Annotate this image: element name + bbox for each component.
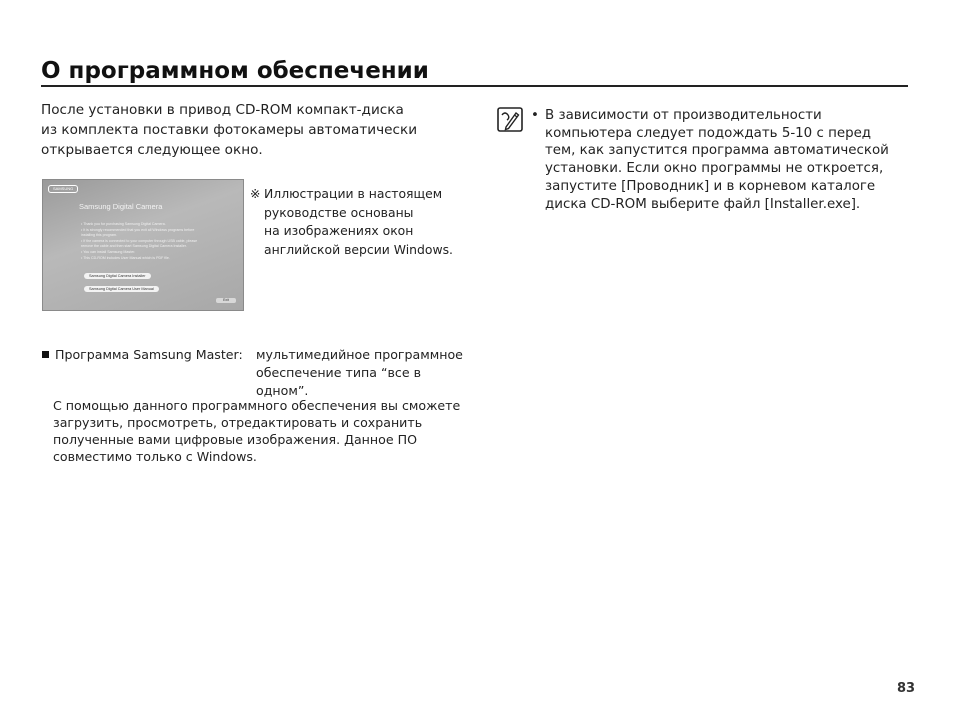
intro-paragraph: [41, 100, 461, 160]
intro-line: После установки в привод CD-ROM компакт-диска: [41, 102, 404, 118]
note-line: на изображениях окон: [264, 223, 414, 238]
memo-line: В зависимости от производительности: [545, 108, 822, 123]
memo-line: диска CD-ROM выберите файл [Installer.exe].: [545, 196, 861, 212]
samsung-master-section: [42, 346, 472, 398]
memo-line: установки. Если окно программы не откроется,: [545, 161, 884, 177]
samsung-master-label: Программа Samsung Master:: [55, 347, 243, 362]
memo-line: тем, как запустится программа автоматической: [545, 143, 889, 159]
desc-line: одном”.: [256, 383, 309, 398]
user-manual-button: Samsung Digital Camera User Manual: [84, 286, 159, 292]
samsung-master-body: [53, 397, 473, 465]
body-line: С помощью данного программного обеспечения вы сможете: [53, 398, 461, 413]
illustration-note: [250, 185, 470, 259]
samsung-master-description: [256, 346, 463, 400]
note-line: Иллюстрации в настоящем: [264, 186, 443, 201]
memo-pen-icon: [497, 107, 523, 132]
memo-note: [531, 107, 921, 213]
screenshot-text-line: • This CD-ROM includes User Manual which is PDF file.: [81, 255, 170, 260]
note-line: английской версии Windows.: [264, 241, 453, 257]
screenshot-text-line: • You can install Samsung Master.: [81, 249, 136, 254]
body-line: полученные вами цифровые изображения. Данное ПО: [53, 432, 417, 447]
intro-line: из комплекта поставки фотокамеры автоматически: [41, 122, 418, 138]
screenshot-text-line: • If the camera is connected to your computer through USB cable, please: [81, 238, 198, 243]
page-title: О программном обеспечении: [41, 58, 429, 84]
body-line: совместимо только с Windows.: [53, 449, 257, 464]
screenshot-text-line: • Thank you for purchasing Samsung Digital Camera.: [81, 222, 166, 226]
screenshot-text: [81, 222, 231, 261]
bullet-icon: •: [531, 108, 539, 123]
desc-line: мультимедийное программное: [256, 347, 463, 362]
samsung-logo: SAMSUNG: [48, 185, 78, 193]
reference-mark-icon: ※: [250, 186, 261, 201]
screenshot-text-line: remove the cable and then start Samsung Digital Camera Installer.: [81, 244, 187, 249]
body-line: загрузить, просмотреть, отредактировать и сохранить: [53, 415, 423, 430]
title-divider: [41, 85, 908, 87]
desc-line: обеспечение типа “все в: [256, 365, 422, 380]
screenshot-title: Samsung Digital Camera: [79, 202, 163, 211]
page-number: 83: [897, 681, 916, 696]
exit-button: Exit: [216, 298, 236, 303]
memo-line: компьютера следует подождать 5-10 с перед: [545, 125, 872, 141]
screenshot-text-line: • It is strongly recommended that you exit all Windows programs before: [81, 227, 195, 232]
camera-installer-button: Samsung Digital Camera Installer: [84, 273, 151, 279]
note-line: руководстве основаны: [264, 204, 414, 220]
memo-line: запустите [Проводник] и в корневом каталоге: [545, 178, 876, 194]
square-bullet-icon: [42, 351, 49, 358]
screenshot-text-line: installing this program.: [81, 233, 117, 238]
intro-line: открывается следующее окно.: [41, 142, 263, 158]
installer-screenshot: [42, 179, 244, 311]
